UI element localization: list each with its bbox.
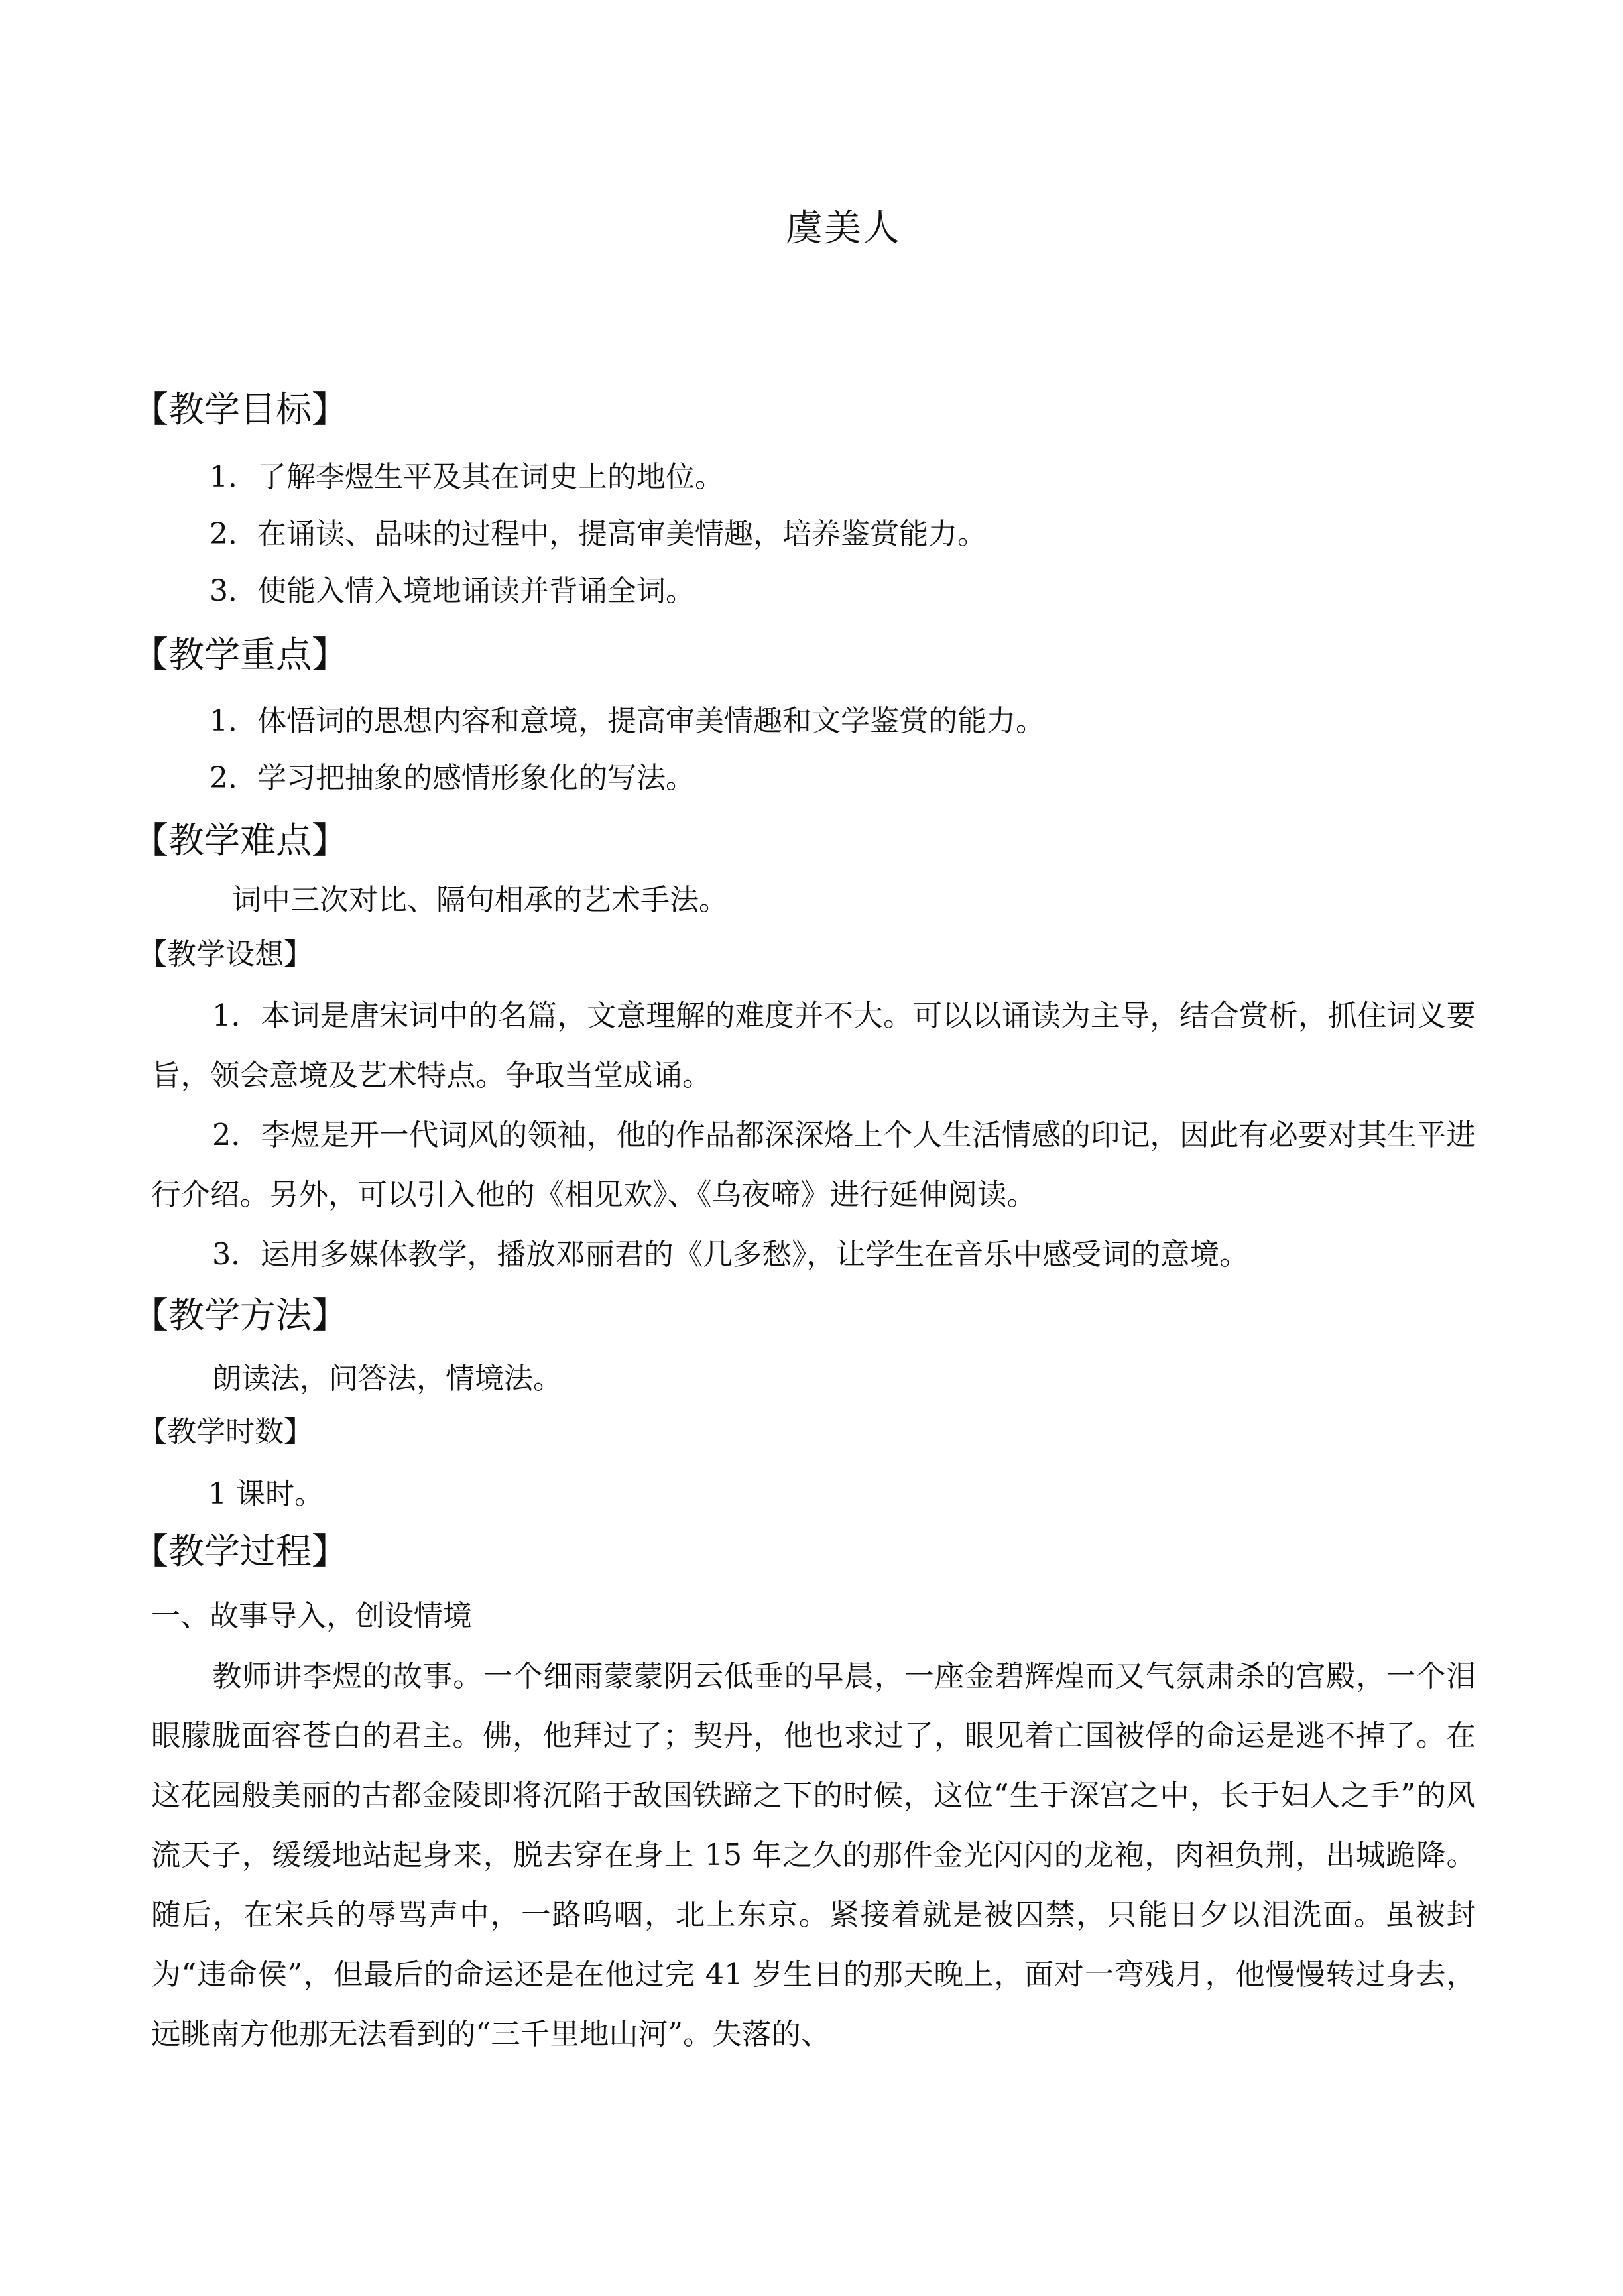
goal-item: 3．使能入情入境地诵读并背诵全词。 [210,574,695,608]
section-heading-goals: 【教学目标】 [133,389,347,430]
key-point-item: 1．体悟词的思想内容和意境，提高审美情趣和文学鉴赏的能力。 [210,704,1045,738]
key-point-item: 2．学习把抽象的感情形象化的写法。 [210,761,695,795]
design-paragraph: 3．运用多媒体教学，播放邓丽君的《几多愁》，让学生在音乐中感受词的意境。 [212,1238,1249,1272]
goal-item: 1．了解李煜生平及其在词史上的地位。 [210,460,724,494]
section-heading-key-points: 【教学重点】 [133,634,347,676]
section-heading-hours: 【教学时数】 [138,1415,313,1449]
page-title: 虞美人 [786,207,901,250]
goal-item: 2．在诵读、品味的过程中，提高审美情趣，培养鉴赏能力。 [210,517,987,551]
section-heading-process: 【教学过程】 [133,1530,347,1572]
design-paragraph: 1．本词是唐宋词中的名篇，文意理解的难度并不大。可以以诵读为主导，结合赏析，抓住词义要旨，领会意境及艺术特点。争取当堂成诵。 [151,999,1476,1093]
design-paragraph: 2．李煜是开一代词风的领袖，他的作品都深深烙上个人生活情感的印记，因此有必要对其生平进行介绍。另外，可以引入他的《相见欢》、《乌夜啼》进行延伸阅读。 [151,1118,1476,1212]
process-step-title: 一、故事导入，创设情境 [151,1599,472,1633]
hours-text: 1 课时。 [208,1477,324,1511]
section-heading-design: 【教学设想】 [138,937,313,971]
section-heading-methods: 【教学方法】 [133,1294,347,1336]
methods-text: 朗读法，问答法，情境法。 [212,1362,562,1396]
process-step-text: 教师讲李煜的故事。一个细雨蒙蒙阴云低垂的早晨，一座金碧辉煌而又气氛肃杀的宫殿，一个泪眼朦胧面容苍白的君主。佛，他拜过了；契丹，他也求过了，眼见着亡国被俘的命运是逃不掉了。在这花园般美丽的古都金陵即将沉陷于敌国铁蹄之下的时候，这位“生于深宫之中，长于妇人之手”的风流天子，缓缓地站起身来，脱去穿在身上 15 年之久的那件金光闪闪的龙袍，肉袒负荆，出城跪降。随后，在宋兵的辱骂声中，一路呜咽，北上东京。紧接着就是被囚禁，只能日夕以泪洗面。虽被封为“违命侯”，但最后的命运还是在他过完 41 岁生日的那天晚上，面对一弯残月，他慢慢转过身去，远眺南方他那无法看到的“三千里地山河”。失落的、 [151,1660,1476,2051]
difficulty-text: 词中三次对比、隔句相承的艺术手法。 [232,883,728,917]
section-heading-difficulties: 【教学难点】 [133,819,347,861]
